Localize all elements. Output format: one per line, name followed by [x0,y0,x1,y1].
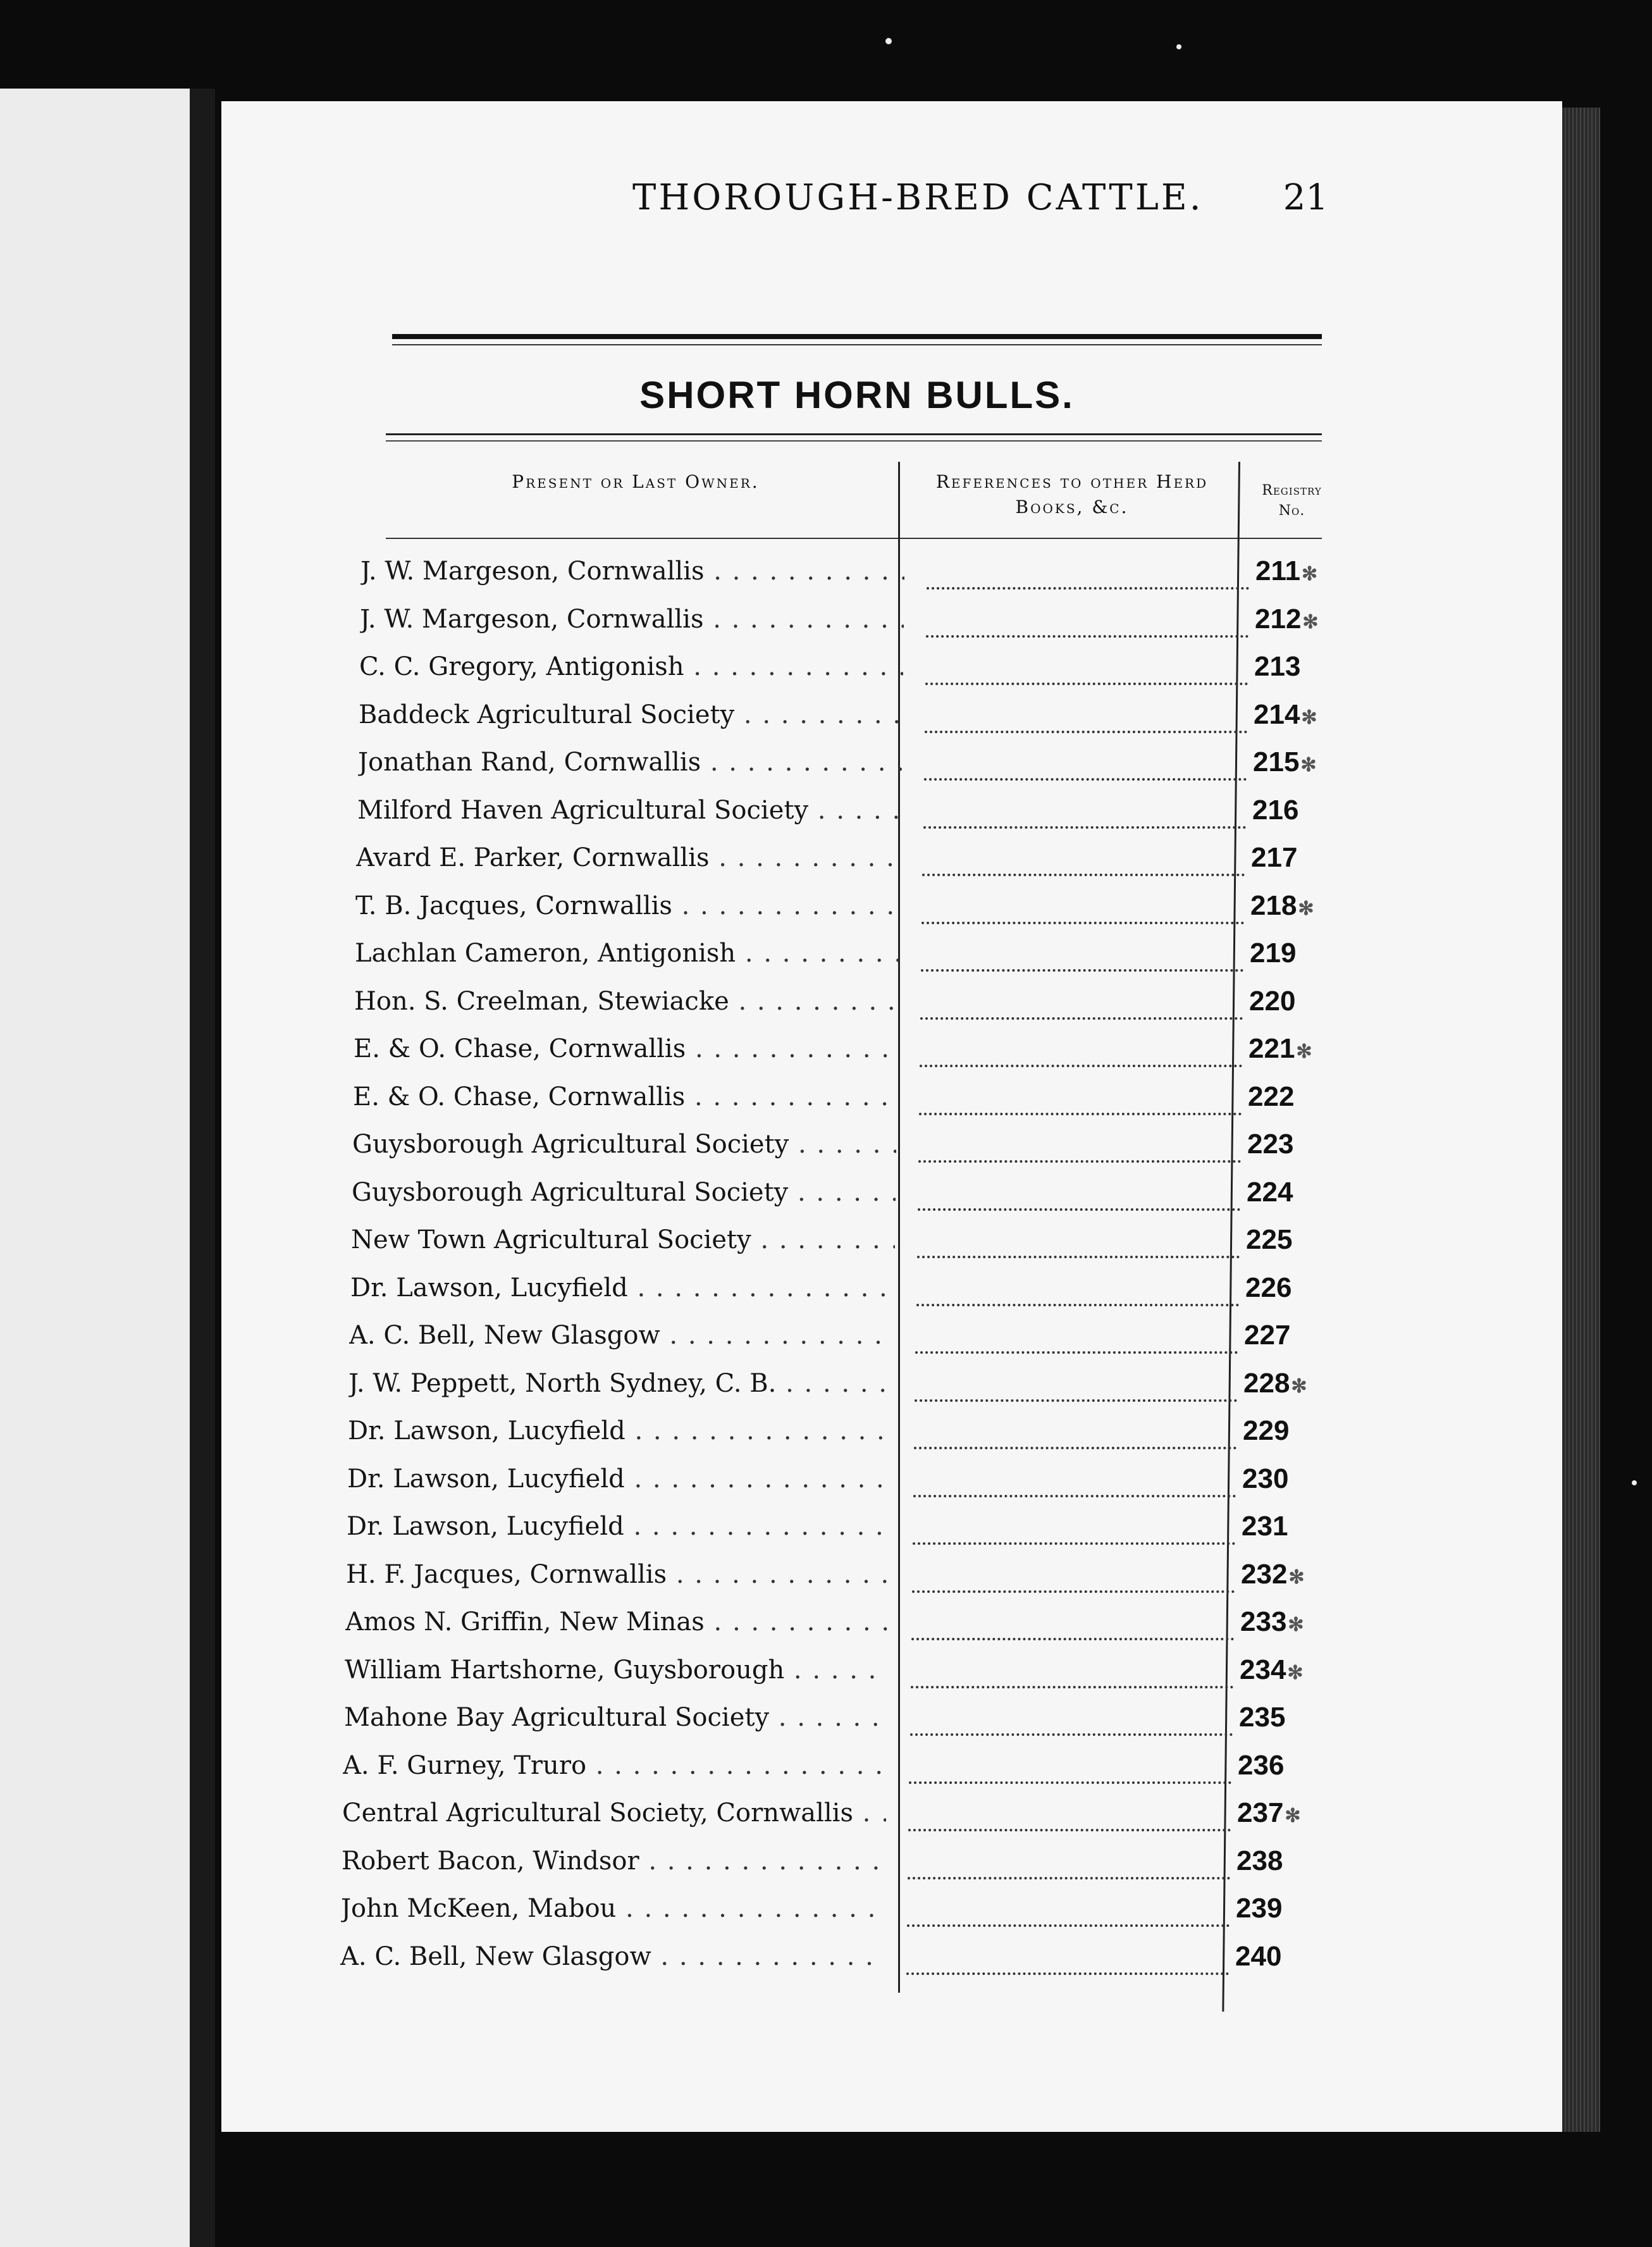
owner-cell: Guysborough Agricultural Society . . . [352,1178,896,1207]
references-cell [908,1847,1230,1879]
registry-number-value: 238 [1236,1845,1283,1876]
table-row [351,1225,1341,1273]
header-rule-thin [392,344,1322,345]
owner-cell: Milford Haven Agricultural Society . . . [357,796,901,825]
owner-cell: Amos N. Griffin, New Minas . . . [345,1607,889,1637]
table-row [359,700,1341,748]
registry-number [1239,1702,1286,1733]
owner-cell: Dr. Lawson, Lucyfield . . . [347,1512,891,1541]
owner-cell: J. W. Margeson, Cornwallis . . . [360,605,904,634]
registry-number-value: 223 [1247,1129,1294,1160]
owner-cell: Guysborough Agricultural Society . . . [352,1130,896,1159]
asterisk-mark: ✻ [1301,564,1318,585]
registry-number [1251,842,1298,874]
owner-cell: Dr. Lawson, Lucyfield . . . [350,1273,894,1303]
registry-number-value: 219 [1250,938,1297,969]
running-head: THOROUGH-BRED CATTLE. [632,177,1204,218]
table-row [350,1273,1341,1322]
table-row [341,1894,1341,1942]
references-cell [913,1512,1235,1545]
registry-number [1242,1463,1290,1495]
owner-cell: Avard E. Parker, Cornwallis . . . [356,843,900,872]
registry-number-value: 217 [1251,842,1298,873]
owner-cell: C. C. Gregory, Antigonish . . . [359,652,903,681]
registry-number [1236,1893,1283,1924]
references-cell [920,987,1243,1020]
registry-number-value: 221 [1248,1033,1295,1064]
registry-number [1254,651,1302,683]
references-cell [915,1321,1238,1354]
registry-number [1247,1129,1295,1160]
table-row [345,1656,1341,1704]
references-cell [913,1464,1236,1497]
registry-number-value: 212 [1255,603,1302,634]
registry-number [1252,795,1300,826]
registry-number-value: 240 [1235,1940,1282,1972]
title-rule [386,433,1322,435]
owner-cell: A. C. Bell, New Glasgow . . . [340,1942,884,1971]
owner-cell: Dr. Lawson, Lucyfield . . . [348,1416,892,1445]
owner-cell: Robert Bacon, Windsor . . . [342,1847,885,1876]
registry-number [1250,938,1297,969]
owner-cell: J. W. Margeson, Cornwallis . . . [361,557,904,586]
owner-cell: T. B. Jacques, Cornwallis . . . [355,891,899,920]
references-cell [915,1369,1237,1402]
owner-cell: J. W. Peppett, North Sydney, C. B. . . . [348,1369,892,1398]
registry-number-value: 232 [1241,1558,1288,1590]
references-cell [925,700,1247,733]
asterisk-mark: ✻ [1287,1662,1304,1683]
table-row [342,1847,1341,1895]
table-row [354,1034,1341,1082]
owner-cell: A. F. Gurney, Truro . . . [343,1751,887,1780]
references-cell [911,1607,1234,1640]
registry-number [1235,1941,1283,1972]
page-number: 21 [1283,177,1328,218]
table-row [361,557,1341,605]
table-row [355,939,1341,987]
registry-number-value: 234 [1240,1654,1286,1685]
table-row [346,1560,1341,1608]
registry-number-value: 214 [1254,698,1300,730]
references-cell [916,1273,1239,1306]
registry-number [1249,986,1297,1017]
references-cell [918,1130,1241,1163]
registry-number-value: 218 [1250,889,1297,921]
table-row [354,987,1341,1035]
table-row [358,748,1341,796]
references-cell [927,557,1249,590]
references-cell [914,1416,1236,1449]
table-row [344,1703,1341,1751]
owner-cell: Central Agricultural Society, Cornwallis . . . [342,1798,886,1828]
scan-speck [1176,44,1181,49]
table-row [353,1082,1341,1130]
registry-number [1248,1033,1312,1065]
registry-table [342,557,1341,1990]
registry-number [1244,1320,1291,1351]
header-rule-thick [392,334,1322,339]
references-cell [925,652,1248,685]
registry-number-value: 239 [1236,1893,1283,1924]
registry-number-value: 225 [1246,1224,1293,1255]
registry-number-value: 222 [1248,1080,1295,1112]
references-cell [919,1082,1242,1115]
column-header-registry: Registry No. [1262,483,1322,519]
registry-number [1255,604,1319,635]
registry-number [1242,1511,1289,1542]
registry-number [1253,746,1317,778]
table-row [352,1178,1341,1226]
scan-speck [885,38,892,44]
references-cell [908,1798,1231,1831]
section-title: SHORT HORN BULLS. [639,374,1075,416]
registry-number-value: 211 [1255,555,1300,586]
asterisk-mark: ✻ [1285,1805,1301,1826]
column-header-references: References to other Herd Books, &c. [935,471,1209,517]
owner-cell: H. F. Jacques, Cornwallis . . . [346,1560,890,1589]
registry-number-value: 230 [1242,1463,1289,1494]
asterisk-mark: ✻ [1288,1566,1305,1588]
table-row [359,652,1341,700]
registry-number-value: 233 [1240,1606,1287,1637]
registry-number [1248,1081,1295,1113]
references-cell [909,1751,1231,1784]
references-cell [923,796,1246,829]
table-row [355,891,1341,939]
registry-number [1240,1606,1304,1638]
table-row [342,1798,1341,1847]
registry-number-value: 229 [1243,1415,1290,1446]
column-header-rule [386,538,1322,539]
owner-cell: E. & O. Chase, Cornwallis . . . [353,1082,897,1111]
table-row [352,1130,1341,1178]
table-row [357,796,1341,844]
references-cell [917,1225,1240,1258]
asterisk-mark: ✻ [1288,1614,1304,1635]
registry-number [1238,1750,1285,1781]
registry-number-value: 220 [1249,985,1296,1017]
registry-number [1254,699,1317,731]
references-cell [922,843,1245,876]
asterisk-mark: ✻ [1291,1375,1307,1397]
registry-number-value: 227 [1244,1320,1291,1351]
column-headers [379,455,1328,538]
title-rule-thin [386,440,1322,442]
owner-cell: John McKeen, Mabou . . . [341,1894,885,1923]
registry-number-value: 216 [1252,794,1299,826]
owner-cell: E. & O. Chase, Cornwallis . . . [354,1034,897,1063]
column-header-owner: Present or Last Owner. [512,471,760,492]
asterisk-mark: ✻ [1301,707,1317,728]
references-cell [922,891,1244,924]
registry-number-value: 228 [1243,1367,1290,1399]
table-row [348,1416,1341,1464]
registry-number [1243,1368,1307,1399]
registry-number [1250,890,1314,922]
owner-cell: William Hartshorne, Guysborough . . . [345,1656,889,1685]
book-edge [1562,108,1600,2132]
registry-number [1246,1224,1293,1256]
registry-number [1247,1177,1294,1208]
gutter-shadow [190,89,215,2247]
page-header [411,177,1347,234]
table-row [360,605,1341,653]
owner-cell: Lachlan Cameron, Antigonish . . . [355,939,899,968]
references-cell [910,1703,1233,1736]
table-row [340,1942,1341,1990]
asterisk-mark: ✻ [1300,755,1317,776]
owner-cell: Mahone Bay Agricultural Society . . . [344,1703,888,1732]
owner-cell: New Town Agricultural Society . . . [351,1225,895,1254]
registry-number [1245,1272,1293,1304]
references-cell [907,1894,1230,1927]
registry-number-value: 236 [1238,1749,1285,1781]
references-cell [924,748,1247,781]
registry-number [1243,1415,1290,1447]
references-cell [921,939,1243,972]
registry-number [1241,1559,1305,1590]
table-row [343,1751,1341,1799]
scan-speck [1632,1480,1637,1485]
registry-number-value: 237 [1237,1797,1284,1828]
owner-cell: Jonathan Rand, Cornwallis . . . [358,748,902,777]
registry-number [1255,555,1317,587]
table-row [345,1607,1341,1656]
registry-number [1240,1654,1304,1686]
owner-cell: Hon. S. Creelman, Stewiacke . . . [354,987,898,1016]
registry-number-value: 231 [1242,1511,1288,1542]
registry-number-value: 226 [1245,1272,1292,1303]
asterisk-mark: ✻ [1296,1041,1312,1062]
left-facing-page [0,89,202,2247]
registry-number-value: 213 [1254,651,1301,682]
owner-cell: Dr. Lawson, Lucyfield . . . [347,1464,891,1494]
references-cell [920,1034,1242,1067]
registry-number-value: 215 [1253,746,1300,777]
registry-number-value: 235 [1239,1702,1286,1733]
references-cell [926,605,1248,638]
table-row [347,1464,1341,1513]
table-row [349,1321,1341,1369]
registry-number [1236,1845,1284,1877]
asterisk-mark: ✻ [1298,898,1314,919]
table-row [348,1369,1341,1417]
registry-number [1237,1797,1301,1829]
owner-cell: A. C. Bell, New Glasgow . . . [349,1321,893,1350]
table-row [347,1512,1341,1560]
table-row [356,843,1341,891]
references-cell [906,1942,1229,1975]
registry-number-value: 224 [1247,1176,1293,1208]
references-cell [912,1560,1235,1593]
references-cell [911,1656,1233,1688]
asterisk-mark: ✻ [1302,611,1319,633]
owner-cell: Baddeck Agricultural Society . . . [359,700,903,729]
references-cell [918,1178,1240,1211]
